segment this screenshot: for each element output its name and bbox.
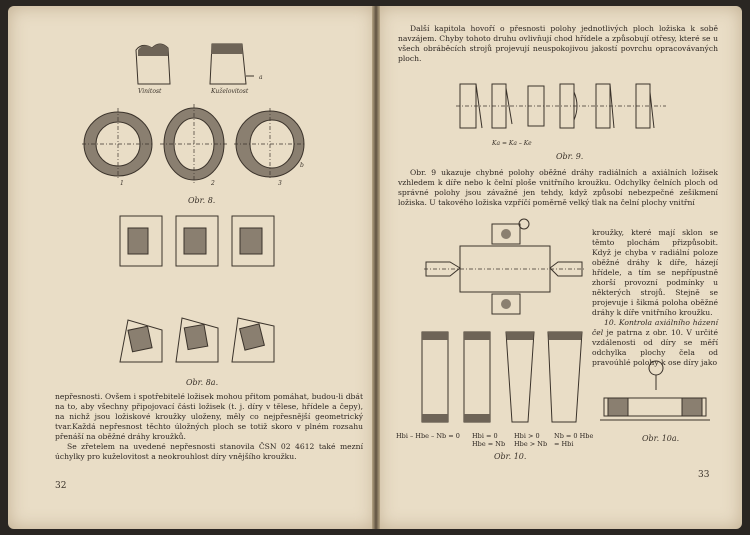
fig8-profiles xyxy=(130,36,270,92)
fig8-rings xyxy=(82,104,312,184)
fig8a-tilted-sections xyxy=(118,312,278,372)
fig8-mark-a: a xyxy=(259,74,263,81)
fig10-diagrams xyxy=(420,330,590,426)
right-page-number: 33 xyxy=(698,470,710,480)
fig8-number-1: 1 xyxy=(120,180,124,187)
fig10-eq-1: Hbi – Hbe – Nb = 0 xyxy=(396,432,460,440)
left-paragraph-1: nepřesnosti. Ovšem i spotřebitelé ložisek mohou přitom pomáhat, budou-li dbát na to, aby všechny připojovací části ložisek (t. j. díry v tělese, hřídele a čepy), na nichž jsou ložiskové kroužky uloženy, měly co nejpřesnější geometrický tvar.Každá nepřesnost těchto úložných ploch se totiž skoro v plném rozsahu přenáší na oběžné dráhy kroužků. xyxy=(55,392,363,441)
book-gutter xyxy=(372,6,380,529)
fig8-mark-b: b xyxy=(300,162,304,169)
fig8-label-b: Kuželovitost xyxy=(211,88,249,95)
fig8-number-3: 3 xyxy=(278,180,282,187)
fig10-eq-2: Hbi = 0 Hbe = Nb xyxy=(472,432,506,448)
fig9-caption: Obr. 9. xyxy=(556,152,584,161)
fig9-diagrams xyxy=(456,78,666,140)
right-column-text: kroužky, které mají sklon se těmto plochám přizpůsobit. Když je chyba v radiální poloze oběžné dráhy k díře, házejí hřídele, a tím se nepřípustně zhorší provozní podmínky u některých strojů. Stejně se projevuje i šikmá poloha oběžné dráhy k díře vnitřního kroužku. 10. Kontrola axiálního házení čel je patrna z obr. 10. V určité vzdálenosti od díry se měří odchylka plochy čela od pravoúhlé polohy k ose díry jako xyxy=(592,228,718,367)
kontrola-heading: 10. Kontrola axiálního házení čel xyxy=(592,318,718,337)
fig10-eq-4: Nb = 0 Hbe = Hbi xyxy=(554,432,594,448)
fig8-caption: Obr. 8. xyxy=(188,196,216,205)
right-fig9-paragraph: Obr. 9 ukazuje chybné polohy oběžné dráhy radiálních a axiálních ložisek vzhledem k díře nebo k čelní ploše vnitřního kroužku. Odchylky čelních ploch od správné polohy jsou závažné jen tehdy, když způsobí nebezpečné zešikmení ložiska. U takového ložiska vzpříčí poměrně velký tlak na čelní plochy vnitřní xyxy=(398,168,718,207)
fig8-label-a: Vinitost xyxy=(138,88,162,95)
fig10a-caption: Obr. 10a. xyxy=(642,434,680,443)
spindle-measuring-diagram xyxy=(424,220,584,320)
fig8a-caption: Obr. 8a. xyxy=(186,378,219,387)
fig8-number-2: 2 xyxy=(211,180,215,187)
kontrola-text: je patrna z obr. 10. V určité vzdálenosti od díry se měří odchylka plochy čela od pravoúhlé polohy k ose díry jako xyxy=(592,328,718,367)
left-paragraph-2: Se zřetelem na uvedené nepřesnosti stanovila ČSN 02 4612 také mezní úchylky pro kuželovitost a neokrouhlost díry vnějšího kroužku. xyxy=(55,442,363,461)
left-page-number: 32 xyxy=(55,481,67,491)
fig10a-diagram xyxy=(600,358,710,428)
fig10-caption: Obr. 10. xyxy=(494,452,527,461)
left-text-block xyxy=(55,392,363,462)
right-intro: Další kapitola hovoří o přesnosti polohy jednotlivých ploch ložiska k sobě navzájem. Chyby tohoto druhu ovlivňují chod hřídele a způsobují otřesy, které se u všech obráběcích strojů projevují neuspokojivou jakostí povrchu opracovávaných ploch. xyxy=(398,24,718,63)
fig10-eq-3: Hbi > 0 Hbe > Nb xyxy=(514,432,548,448)
fig9-formula: Ka = Ka – Ke xyxy=(492,140,532,147)
fig8-bearing-sections xyxy=(118,212,278,272)
